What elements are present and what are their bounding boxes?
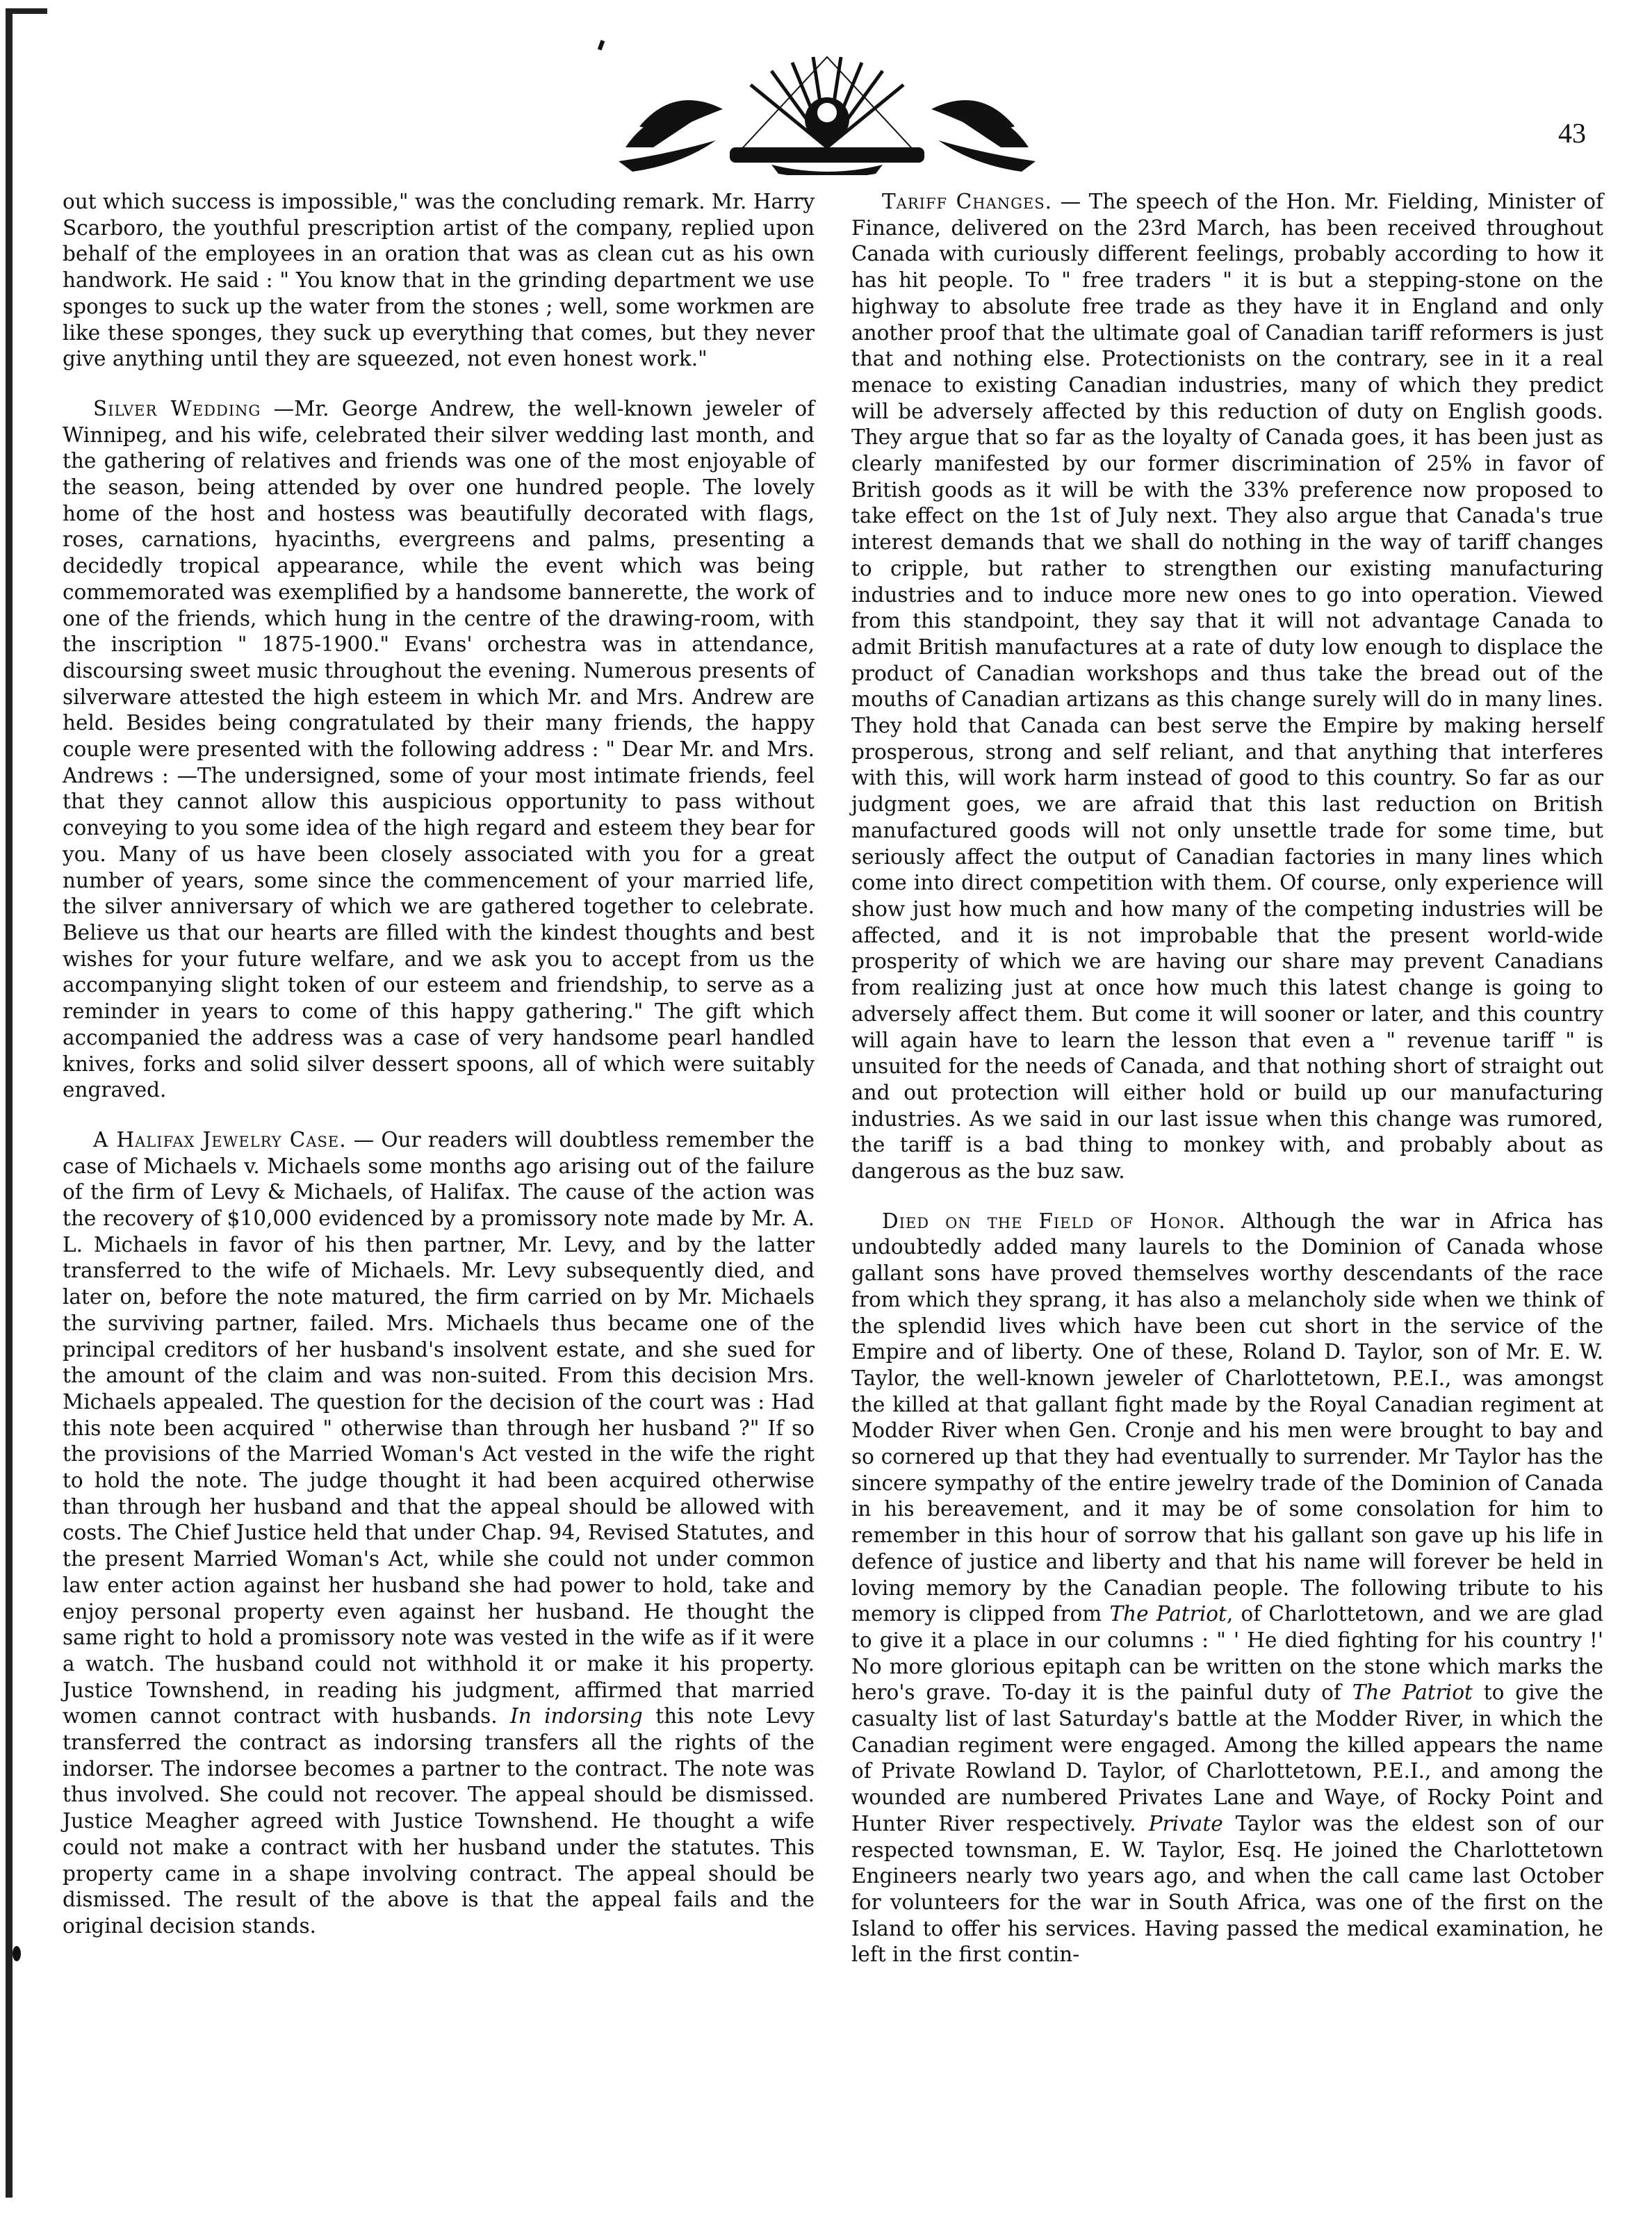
left-column <box>63 189 815 1963</box>
article-body-cont: Taylor was the eldest son of our respected townsman, E. W. Taylor, Esq. He joined the Charlottetown Engineers nearly two years ago, and when the call came last October for volunteers for the war in South Africa, was one of the first on the Island to offer his services. Having passed the medical examination, he left in the first contin- <box>851 1811 1603 1967</box>
article-halifax-case <box>63 1127 815 1940</box>
article-continuation: out which success is impossible," was the concluding remark. Mr. Harry Scarboro, the youthful prescription artist of the company, replied upon behalf of the employees in an oration that was as clean cut as his own handwork. He said : " You know that in the grinding department we use sponges to suck up the water from the stones ; well, some workmen are like these sponges, they suck up everything that comes, but they never give anything until they are squeezed, not even honest work." <box>63 190 815 371</box>
newspaper-title: The Patriot <box>1352 1681 1473 1705</box>
article-body-cont: , of Charlottetown, and we are glad to give it a place in our columns : " ' He died fighting for his country !' No more glorious epitaph can be written on the stone which marks the hero's grave. To-day it is the painful duty of <box>851 1602 1603 1705</box>
article-died-on-field <box>851 1209 1603 1968</box>
article-body-cont: this note Levy transferred the contract as indorsing transfers all the rights of the indorser. The indorsee becomes a partner to the contract. The note was thus involved. She could not recover. The appeal should be dismissed. Justice Meagher agreed with Justice Townshend. He thought a wife could not make a contract with her husband under the statutes. This property came in a shape involving contract. The appeal should be dismissed. The result of the above is that the appeal fails and the original decision stands. <box>63 1704 815 1938</box>
article-tariff-changes <box>851 189 1603 1185</box>
right-column <box>851 189 1603 1992</box>
article-heading: Tariff Changes. <box>882 190 1052 213</box>
article-body: — The speech of the Hon. Mr. Fielding, Minister of Finance, delivered on the 23rd March, has been received throughout Canada with curiously different feelings, probably according to how it has hit people. To " free traders " it is but a stepping-stone on the highway to absolute free trade as they have it in England and only another proof that the ultimate goal of Canadian tariff reformers is just that and nothing else. Protectionists on the contrary, see in it a real menace to existing Canadian industries, many of which they predict will be adversely affected by this reduction of duty on English goods. They argue that so far as the loyalty of Canada goes, it has been just as clearly manifested by our former discrimination of 25% in favor of British goods as it will be with the 33% preference now proposed to take effect on the 1st of July next. They also argue that Canada's true interest demands that we shall do nothing in the way of tariff changes to cripple, but rather to strengthen our existing manufacturing industries and to induce more new ones to go into operation. Viewed from this standpoint, they say that it will not advantage Canada to admit British manufactures at a rate of duty low enough to displace the product of Canadian workshops and thus take the bread out of the mouths of Canadian artizans as this change surely will do in many lines. They hold that Canada can best serve the Empire by making herself prosperous, strong and self reliant, and that anything that interferes with this, will work harm instead of good to this country. So far as our judgment goes, we are afraid that this last reduction on British manufactured goods will not only unsettle trade for some time, but seriously affect the output of Canadian factories in many lines which come into direct competition with them. Of course, only experience will show just how much and how many of the competing industries will be affected, and it is not improbable that the present world-wide prosperity of which we are having our share may prevent Canadians from realizing just at once how much this latest change is going to adversely affect them. But come it will sooner or later, and this country will again have to learn the lesson that even a " revenue tariff " is unsuited for the needs of Canada, and that nothing short of straight out and out protection will either hold or build up our manufacturing industries. As we said in our last issue when this change was rumored, the tariff is a bad thing to monkey with, and probably about as dangerous as the buz saw. <box>851 190 1603 1184</box>
article-heading: Silver Wedding <box>93 396 261 420</box>
article-heading: A Halifax Jewelry Case. <box>93 1127 347 1152</box>
article-silver-wedding <box>63 396 815 1104</box>
newspaper-title: The Patriot <box>1109 1602 1227 1626</box>
article-body: — Our readers will doubtless remember the case of Michaels v. Michaels some months ago arising out of the failure of the firm of Levy & Michaels, of Halifax. The cause of the action was the recovery of $10,000 evidenced by a promissory note made by Mr. A. L. Michaels in favor of his then partner, Mr. Levy, and by the latter transferred to the wife of Michaels. Mr. Levy subsequently died, and later on, before the note matured, the firm carried on by Mr. Michaels the surviving partner, failed. Mrs. Michaels thus became one of the principal creditors of her husband's insolvent estate, and she sued for the amount of the claim and was non-suited. From this decision Mrs. Michaels appealed. The question for the decision of the court was : Had this note been acquired " otherwise than through her husband ?" If so the provisions of the Married Woman's Act vested in the wife the right to hold the note. The judge thought it had been acquired otherwise than through her husband and that the appeal should be allowed with costs. The Chief Justice held that under Chap. 94, Revised Statutes, and the present Married Woman's Act, while she could not under common law enter action against her husband she had power to hold, take and enjoy personal property even against her husband. He thought the same right to hold a promissory note was vested in the wife as if it were a watch. The husband could not withhold it or make it his property. Justice Townshend, in reading his judgment, affirmed that married women cannot contract with husbands. <box>63 1127 815 1728</box>
article-heading: Died on the Field of Honor. <box>882 1209 1226 1233</box>
margin-dot <box>13 1946 21 1961</box>
article-body: —Mr. George Andrew, the well-known jeweler of Winnipeg, and his wife, celebrated their silver wedding last month, and the gathering of relatives and friends was one of the most enjoyable of the season, being attended by over one hundred people. The lovely home of the host and hostess was beautifully decorated with flags, roses, carnations, hyacinths, evergreens and palms, presenting a decidedly tropical appearance, while the event which was being commemorated was exemplified by a handsome bannerette, the work of one of the friends, which hung in the centre of the drawing-room, with the inscription " 1875-1900." Evans' orchestra was in attendance, discoursing sweet music throughout the evening. Numerous presents of silverware attested the high esteem in which Mr. and Mrs. Andrew are held. Besides being congratulated by their many friends, the happy couple were presented with the following address : " Dear Mr. and Mrs. Andrews : —The undersigned, some of your most intimate friends, feel that they cannot allow this auspicious opportunity to pass without conveying to you some idea of the high regard and esteem they bear for you. Many of us have been closely associated with you for a great number of years, some since the commencement of your married life, the silver anniversary of which we are gathered together to celebrate. Believe us that our hearts are filled with the kindest thoughts and best wishes for your future welfare, and we ask you to accept from us the accompanying slight token of our esteem and friendship, to serve as a reminder in years to come of this happy gathering." The gift which accompanied the address was a case of very handsome pearl handled knives, forks and solid silver dessert spoons, all of which were suitably engraved. <box>63 396 815 1102</box>
page-edge-bar <box>6 8 13 2198</box>
header-ornament <box>612 43 1042 175</box>
page-number: 43 <box>1558 117 1586 149</box>
article-body-cont: to give the casualty list of last Saturday's battle at the Modder River, in which the Canadian regiment were engaged. Among the killed appears the name of Private Rowland D. Taylor, of Charlottetown, P.E.I., and among the wounded are numbered Privates Lane and Waye, of Rocky Point and Hunter River respectively. <box>851 1681 1603 1835</box>
article-italic-word: Private <box>1148 1811 1223 1835</box>
article-body: Although the war in Africa has undoubtedly added many laurels to the Dominion of Canada whose gallant sons have proved themselves worthy descendants of the race from which they sprang, it has also a melancholy side when we think of the splendid lives which have been cut short in the service of the Empire and of liberty. One of these, Roland D. Taylor, son of Mr. E. W. Taylor, the well-known jeweler of Charlottetown, P.E.I., was amongst the killed at that gallant fight made by the Royal Canadian regiment at Modder River when Gen. Cronje and his men were brought to bay and so cornered up that they had eventually to surrender. Mr Taylor has the sincere sympathy of the entire jewelry trade of the Dominion of Canada in his bereavement, and it may be of some consolation for him to remember in this hour of sorrow that his gallant son gave up his life in defence of justice and liberty and that his name will forever be held in loving memory by the Canadian people. The following tribute to his memory is clipped from <box>851 1209 1603 1626</box>
page-corner-mark <box>6 8 47 14</box>
stray-mark <box>598 40 605 50</box>
article-italic-phrase: In indorsing <box>510 1704 643 1728</box>
